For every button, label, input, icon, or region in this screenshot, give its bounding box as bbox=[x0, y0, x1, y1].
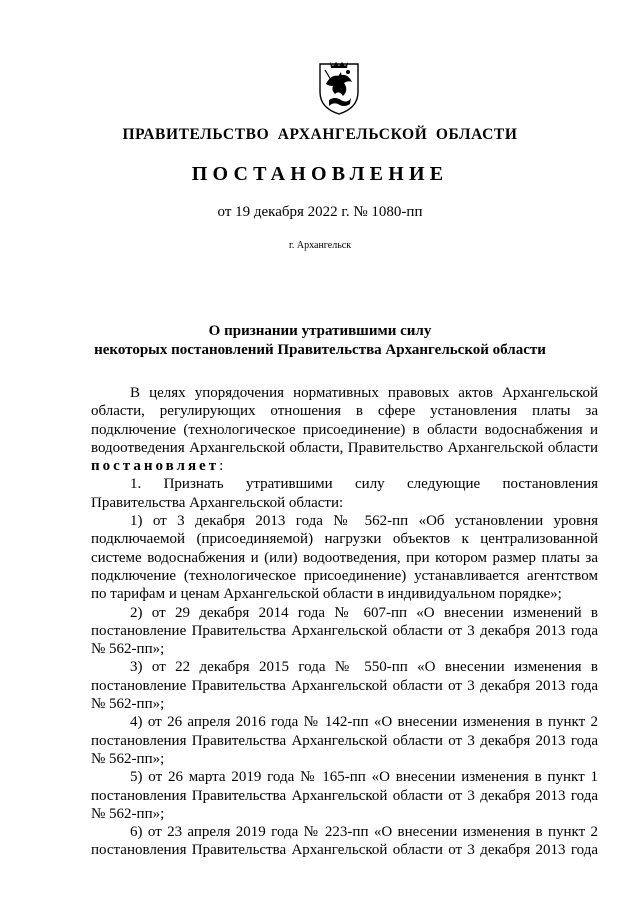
title-line-1: О признании утратившими силу bbox=[208, 323, 432, 339]
city: г. Архангельск bbox=[288, 240, 352, 251]
decrees-colon: : bbox=[219, 458, 224, 475]
coat-of-arms-emblem bbox=[317, 60, 361, 116]
list-item: 1) от 3 декабря 2013 года № 562-пп «Об установлении уровня подключаемой (присоединяемой) нагрузки объектов к централизованной системе водоснабжения и (или) водоотведения, при котором размер платы за подключение (технологическое присоединение) устанавливается агентством по тарифам и ценам Архангельской области в индивидуальном порядке»; bbox=[91, 513, 598, 603]
list-item: 2) от 29 декабря 2014 года № 607-пп «О внесении изменений в постановление Правительства Архангельской области от 3 декабря 2013 года № 562-пп»; bbox=[91, 604, 598, 658]
date-number: от 19 декабря 2022 г. № 1080-пп bbox=[217, 204, 423, 220]
coat-of-arms-icon bbox=[317, 60, 361, 116]
document-body bbox=[91, 384, 598, 860]
document-type: ПОСТАНОВЛЕНИЕ bbox=[191, 163, 449, 185]
decrees-word: постановляет bbox=[91, 458, 220, 475]
preamble-text: В целях упорядочения нормативных правовых актов Архангельской области, регулирующих отношения в сфере установления платы за подключение (технологическое присоединение) в области водоснабжения и водоотведения Архангельской области, Правительство Архангельской области bbox=[91, 385, 598, 456]
list-item: 4) от 26 апреля 2016 года № 142-пп «О внесении изменения в пункт 2 постановления Правительства Архангельской области от 3 декабря 2013 года № 562-пп»; bbox=[91, 714, 598, 767]
title-line-2: некоторых постановлений Правительства Архангельской области bbox=[94, 342, 546, 358]
list-item: 5) от 26 марта 2019 года № 165-пп «О внесении изменения в пункт 1 постановления Правительства Архангельской области от 3 декабря 2013 года № 562-пп»; bbox=[91, 769, 598, 822]
government-name: ПРАВИТЕЛЬСТВО АРХАНГЕЛЬСКОЙ ОБЛАСТИ bbox=[122, 126, 518, 143]
list-item: 6) от 23 апреля 2019 года № 223-пп «О внесении изменения в пункт 2 постановления Правительства Архангельской области от 3 декабря 2013 года bbox=[91, 824, 598, 859]
preamble-paragraph bbox=[91, 384, 598, 475]
list-item: 3) от 22 декабря 2015 года № 550-пп «О внесении изменения в постановление Правительства Архангельской области от 3 декабря 2013 года № 562-пп»; bbox=[91, 659, 598, 713]
point-1: 1. Признать утратившими силу следующие постановления Правительства Архангельской области: bbox=[91, 476, 598, 511]
